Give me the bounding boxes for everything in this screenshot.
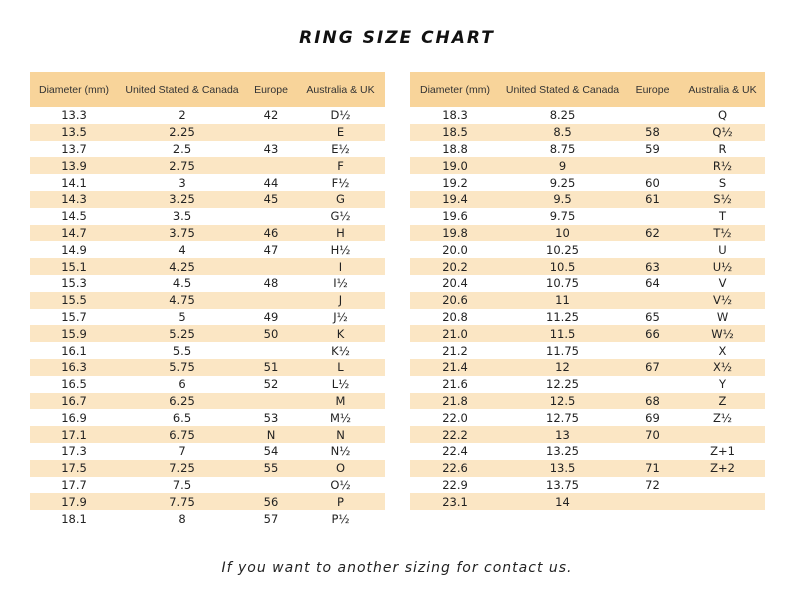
cell-europe: 56 [246,493,296,510]
cell-diameter: 16.7 [30,393,118,410]
cell-australia-uk: K [296,325,385,342]
table-row [30,309,385,326]
cell-diameter: 23.1 [410,493,500,510]
cell-diameter: 14.7 [30,225,118,242]
cell-europe: 68 [625,393,680,410]
cell-us-canada: 4.25 [118,258,246,275]
cell-diameter: 17.5 [30,460,118,477]
table-row [30,493,385,510]
cell-australia-uk: I [296,258,385,275]
cell-australia-uk: P [296,493,385,510]
cell-europe: 58 [625,124,680,141]
cell-australia-uk: M [296,393,385,410]
cell-diameter: 13.3 [61,108,87,123]
cell-diameter: 16.9 [61,410,87,425]
cell-us-canada: 10.25 [546,242,579,257]
cell-europe [625,342,680,359]
table-row [410,124,765,141]
cell-diameter: 19.4 [410,191,500,208]
cell-europe: 44 [263,175,279,190]
cell-us-canada: 12.5 [500,393,625,410]
cell-diameter: 21.6 [442,377,468,392]
cell-australia-uk: V½ [680,292,765,309]
cell-us-canada: 6.5 [172,410,192,425]
cell-us-canada: 3.75 [118,225,246,242]
cell-diameter: 17.1 [30,426,118,443]
cell-europe: 47 [263,242,279,257]
cell-us-canada: 8.25 [549,108,576,123]
cell-us-canada: 8 [178,511,186,526]
cell-australia-uk: M½ [329,410,352,425]
cell-us-canada: 8.75 [549,141,576,156]
cell-diameter: 21.4 [410,359,500,376]
cell-australia-uk: Z [680,393,765,410]
cell-diameter: 14.1 [61,175,87,190]
cell-australia-uk: Y [718,377,727,392]
cell-diameter: 15.5 [30,292,118,309]
cell-europe: 64 [645,276,660,291]
cell-europe: 54 [263,444,279,459]
table-header-row [30,72,385,107]
cell-diameter: 21.2 [442,343,468,358]
cell-diameter: 19.0 [410,157,500,174]
cell-australia-uk: J½ [333,309,348,324]
cell-diameter: 13.7 [61,141,87,156]
cell-australia-uk [680,426,765,443]
table-row [410,493,765,510]
cell-australia-uk: P½ [331,511,350,526]
cell-australia-uk: F½ [331,175,350,190]
cell-australia-uk: K½ [331,343,350,358]
cell-europe [246,258,296,275]
header-europe: Europe [246,72,296,107]
cell-europe [625,443,680,460]
table-row [410,241,765,258]
cell-australia-uk: L [296,359,385,376]
cell-us-canada: 2.25 [118,124,246,141]
cell-diameter: 18.8 [442,141,468,156]
table-row [410,275,765,292]
cell-us-canada: 13.25 [546,444,579,459]
cell-australia-uk: L½ [331,377,350,392]
cell-australia-uk: O [296,460,385,477]
table-row [30,275,385,292]
cell-australia-uk: D½ [330,108,351,123]
header-australia-uk: Australia & UK [680,72,765,107]
cell-diameter: 17.7 [61,477,87,492]
cell-diameter: 21.8 [410,393,500,410]
cell-australia-uk: N½ [330,444,351,459]
cell-diameter: 22.0 [442,410,468,425]
header-europe: Europe [625,72,680,107]
table-row [30,241,385,258]
cell-australia-uk: Z+1 [710,444,735,459]
table-row [30,174,385,191]
table-row [410,376,765,393]
cell-europe [246,342,296,359]
cell-us-canada: 9.25 [549,175,576,190]
table-row [410,409,765,426]
cell-diameter: 20.2 [410,258,500,275]
cell-australia-uk: X½ [680,359,765,376]
table-row [30,376,385,393]
cell-europe: 45 [246,191,296,208]
cell-australia-uk: H½ [330,242,351,257]
cell-australia-uk: U½ [680,258,765,275]
table-row [410,225,765,242]
cell-diameter: 15.9 [30,325,118,342]
cell-us-canada: 2.75 [118,157,246,174]
cell-europe: 70 [625,426,680,443]
cell-europe [246,393,296,410]
table-row [30,157,385,174]
cell-europe [625,107,680,124]
table-row [410,258,765,275]
cell-us-canada: 5 [178,309,186,324]
cell-australia-uk: N [296,426,385,443]
cell-diameter: 18.3 [442,108,468,123]
table-row [30,141,385,158]
cell-us-canada: 4 [178,242,186,257]
table-row [30,292,385,309]
cell-europe: 48 [263,276,279,291]
cell-europe: 55 [246,460,296,477]
cell-europe: 46 [246,225,296,242]
cell-diameter: 13.9 [30,157,118,174]
cell-diameter: 20.4 [442,276,468,291]
cell-europe: 67 [625,359,680,376]
size-table-right [410,72,765,510]
cell-us-canada: 6.25 [118,393,246,410]
cell-europe: 60 [645,175,660,190]
table-row [30,393,385,410]
cell-australia-uk: W [716,309,729,324]
cell-australia-uk: R [718,141,727,156]
cell-diameter: 19.8 [410,225,500,242]
cell-australia-uk: E [296,124,385,141]
cell-europe: 42 [263,108,279,123]
cell-australia-uk: I½ [333,276,348,291]
cell-diameter: 15.3 [61,276,87,291]
header-us-canada: United Stated & Canada [118,72,246,107]
table-row [410,174,765,191]
cell-us-canada: 11 [500,292,625,309]
cell-europe: 49 [263,309,279,324]
cell-diameter: 20.6 [410,292,500,309]
cell-us-canada: 9.5 [500,191,625,208]
cell-europe [246,157,296,174]
cell-australia-uk [680,477,765,494]
cell-europe: 57 [263,511,279,526]
cell-australia-uk: V [718,276,727,291]
cell-europe [246,477,296,494]
cell-us-canada: 6.75 [118,426,246,443]
cell-us-canada: 12.75 [546,410,579,425]
cell-europe [625,376,680,393]
cell-europe [246,124,296,141]
cell-europe [625,157,680,174]
cell-us-canada: 8.5 [500,124,625,141]
table-row [410,309,765,326]
table-body-right [410,107,765,510]
table-row [30,510,385,527]
cell-us-canada: 11.75 [546,343,579,358]
cell-us-canada: 2 [178,108,186,123]
cell-us-canada: 6 [178,377,186,392]
cell-europe: 71 [625,460,680,477]
cell-europe [625,493,680,510]
cell-europe [246,208,296,225]
cell-us-canada: 10.75 [546,276,579,291]
cell-diameter: 17.9 [30,493,118,510]
cell-australia-uk: G [296,191,385,208]
table-row [410,477,765,494]
cell-europe [625,292,680,309]
cell-australia-uk: F [296,157,385,174]
cell-diameter: 22.2 [410,426,500,443]
cell-us-canada: 7.75 [118,493,246,510]
cell-australia-uk: G½ [330,209,351,224]
page-title: RING SIZE CHART [299,28,495,48]
table-row [30,208,385,225]
cell-us-canada: 10 [500,225,625,242]
header-diameter: Diameter (mm) [30,72,118,107]
cell-europe [625,241,680,258]
cell-us-canada: 5.5 [172,343,192,358]
table-row [410,325,765,342]
table-header-row [410,72,765,107]
cell-us-canada: 4.5 [172,276,192,291]
cell-diameter: 16.3 [30,359,118,376]
cell-europe: 66 [625,325,680,342]
cell-diameter: 22.9 [442,477,468,492]
cell-europe: 51 [246,359,296,376]
table-row [410,426,765,443]
cell-australia-uk: E½ [331,141,350,156]
cell-diameter: 22.4 [442,444,468,459]
cell-us-canada: 9.75 [549,209,576,224]
cell-australia-uk: S [718,175,727,190]
table-row [410,292,765,309]
table-row [410,393,765,410]
header-diameter: Diameter (mm) [410,72,500,107]
cell-us-canada: 13.5 [500,460,625,477]
cell-us-canada: 7.5 [172,477,192,492]
cell-diameter: 16.5 [61,377,87,392]
table-row [30,409,385,426]
table-row [410,107,765,124]
cell-diameter: 17.3 [61,444,87,459]
table-row [30,359,385,376]
table-row [410,342,765,359]
cell-diameter: 14.3 [30,191,118,208]
cell-australia-uk: U [718,242,727,257]
cell-europe: 62 [625,225,680,242]
cell-europe: 69 [645,410,660,425]
cell-us-canada: 13.75 [546,477,579,492]
cell-us-canada: 10.5 [500,258,625,275]
cell-europe: 50 [246,325,296,342]
cell-us-canada: 12.25 [546,377,579,392]
cell-australia-uk: Q½ [680,124,765,141]
table-row [30,107,385,124]
cell-us-canada: 11.5 [500,325,625,342]
cell-australia-uk: J [296,292,385,309]
cell-australia-uk: H [296,225,385,242]
cell-europe: 72 [645,477,660,492]
cell-us-canada: 7.25 [118,460,246,477]
table-row [410,460,765,477]
cell-diameter: 19.6 [442,209,468,224]
cell-diameter: 18.5 [410,124,500,141]
table-row [410,208,765,225]
cell-australia-uk: O½ [330,477,351,492]
table-row [30,258,385,275]
table-row [30,191,385,208]
table-body-left [30,107,385,527]
cell-europe: 61 [625,191,680,208]
cell-australia-uk [680,493,765,510]
cell-us-canada: 11.25 [546,309,579,324]
cell-australia-uk: X [718,343,727,358]
cell-europe: 52 [263,377,279,392]
cell-us-canada: 9 [500,157,625,174]
cell-diameter: 13.5 [30,124,118,141]
cell-diameter: 16.1 [61,343,87,358]
cell-us-canada: 13 [500,426,625,443]
cell-diameter: 22.6 [410,460,500,477]
cell-australia-uk: Q [717,108,728,123]
cell-europe: 59 [645,141,660,156]
cell-europe [625,208,680,225]
cell-diameter: 14.9 [61,242,87,257]
table-row [410,141,765,158]
cell-us-canada: 3 [178,175,186,190]
table-row [410,191,765,208]
cell-europe: 53 [263,410,279,425]
cell-diameter: 20.0 [442,242,468,257]
cell-us-canada: 4.75 [118,292,246,309]
table-row [30,426,385,443]
cell-australia-uk: Z+2 [680,460,765,477]
cell-europe: N [246,426,296,443]
cell-diameter: 15.7 [61,309,87,324]
table-row [410,359,765,376]
header-australia-uk: Australia & UK [296,72,385,107]
cell-diameter: 18.1 [61,511,87,526]
cell-europe: 43 [263,141,279,156]
cell-us-canada: 7 [178,444,186,459]
table-row [410,443,765,460]
table-row [30,225,385,242]
cell-us-canada: 3.5 [172,209,192,224]
cell-us-canada: 5.75 [118,359,246,376]
cell-us-canada: 3.25 [118,191,246,208]
table-row [30,460,385,477]
cell-diameter: 20.8 [442,309,468,324]
cell-diameter: 19.2 [442,175,468,190]
cell-us-canada: 2.5 [172,141,192,156]
cell-australia-uk: W½ [680,325,765,342]
cell-australia-uk: T½ [680,225,765,242]
cell-diameter: 14.5 [61,209,87,224]
table-row [30,477,385,494]
table-row [30,443,385,460]
cell-australia-uk: S½ [680,191,765,208]
cell-australia-uk: Z½ [712,410,733,425]
table-row [30,325,385,342]
header-us-canada: United Stated & Canada [500,72,625,107]
cell-europe: 63 [625,258,680,275]
cell-europe [246,292,296,309]
cell-australia-uk: R½ [680,157,765,174]
table-row [30,342,385,359]
cell-diameter: 21.0 [410,325,500,342]
table-row [30,124,385,141]
cell-australia-uk: T [718,209,727,224]
cell-europe: 65 [645,309,660,324]
size-table-left [30,72,385,527]
footer-note: If you want to another sizing for contact us. [221,560,573,576]
cell-diameter: 15.1 [30,258,118,275]
cell-us-canada: 5.25 [118,325,246,342]
table-row [410,157,765,174]
cell-us-canada: 14 [500,493,625,510]
cell-us-canada: 12 [500,359,625,376]
